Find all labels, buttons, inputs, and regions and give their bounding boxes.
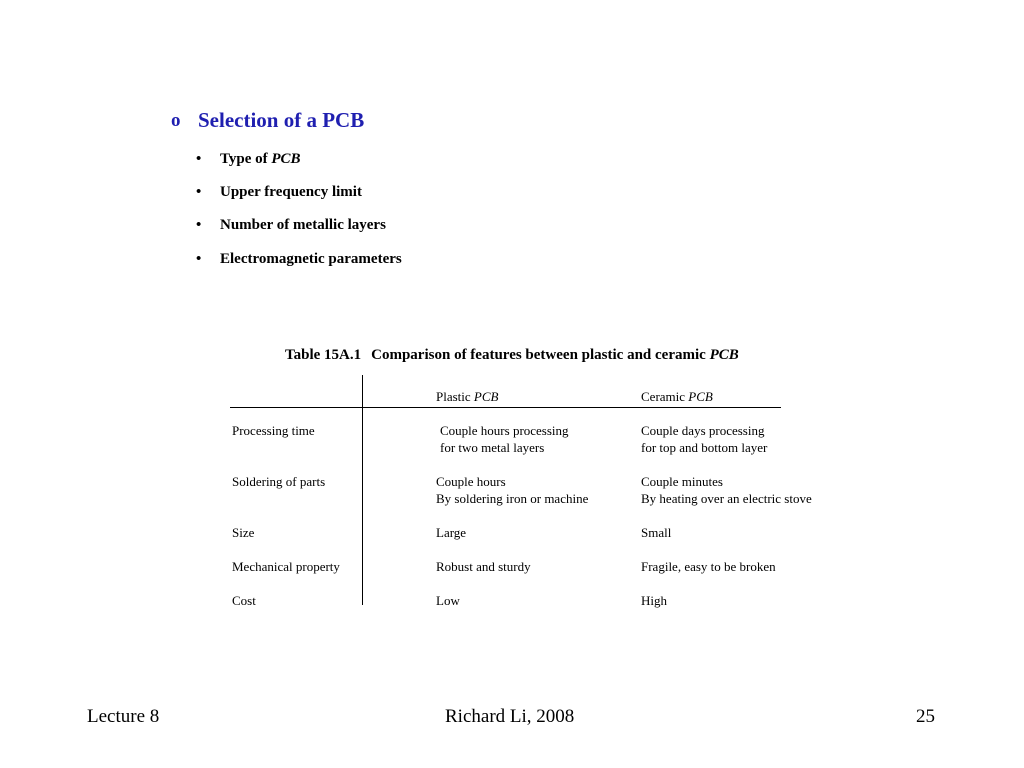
cell-ceramic-processing-1: Couple days processing [641,423,765,438]
cell-plastic-processing-1: Couple hours processing [440,423,569,438]
footer-lecture: Lecture 8 [87,706,160,727]
heading-bullet-marker: o [171,110,181,131]
table-caption-italic: PCB [709,347,739,363]
cell-plastic-cost: Low [436,593,460,608]
cell-ceramic-size: Small [641,525,672,540]
bullet-dot-icon: • [196,251,202,267]
bullet-item-type [196,151,301,168]
cell-plastic-mechanical: Robust and sturdy [436,559,531,574]
cell-ceramic-soldering-2: By heating over an electric stove [641,491,812,506]
footer-page-number: 25 [916,706,935,727]
bullet-dot-icon: • [196,184,202,200]
table-caption-text: Comparison of features between plastic and ceramic [371,347,710,363]
row-label-cost: Cost [232,593,256,608]
cell-ceramic-cost: High [641,593,667,608]
cell-plastic-processing-2: for two metal layers [440,440,545,455]
bullet-text-italic: PCB [271,151,301,167]
row-label-soldering: Soldering of parts [232,474,326,489]
header-text: Ceramic [641,389,689,404]
table-header-plastic [436,389,498,405]
cell-plastic-size: Large [436,525,467,540]
table-header-rule [230,407,781,408]
section-heading: Selection of a PCB [198,108,365,132]
footer-author: Richard Li, 2008 [445,706,575,727]
header-text: Plastic [436,389,474,404]
cell-ceramic-soldering-1: Couple minutes [641,474,723,489]
row-label-processing-time: Processing time [232,423,315,438]
table-caption-label: Table 15A.1 [285,347,362,363]
bullet-dot-icon: • [196,151,202,167]
row-label-mechanical: Mechanical property [232,559,340,574]
bullet-dot-icon: • [196,217,202,233]
bullet-item-electromagnetic [196,251,402,268]
table-caption [285,347,739,364]
bullet-item-layers [196,217,386,234]
bullet-text: Upper frequency limit [220,184,362,200]
row-label-size: Size [232,525,255,540]
cell-ceramic-mechanical: Fragile, easy to be broken [641,559,776,574]
cell-plastic-soldering-1: Couple hours [436,474,506,489]
bullet-text: Electromagnetic parameters [220,251,402,267]
header-italic: PCB [473,389,499,404]
cell-ceramic-processing-2: for top and bottom layer [641,440,768,455]
bullet-text: Type of [220,151,272,167]
header-italic: PCB [688,389,713,404]
bullet-item-frequency [196,184,362,201]
cell-plastic-soldering-2: By soldering iron or machine [436,491,589,506]
table-header-ceramic [641,389,713,405]
bullet-text: Number of metallic layers [220,217,386,233]
table-vertical-rule [362,375,363,605]
